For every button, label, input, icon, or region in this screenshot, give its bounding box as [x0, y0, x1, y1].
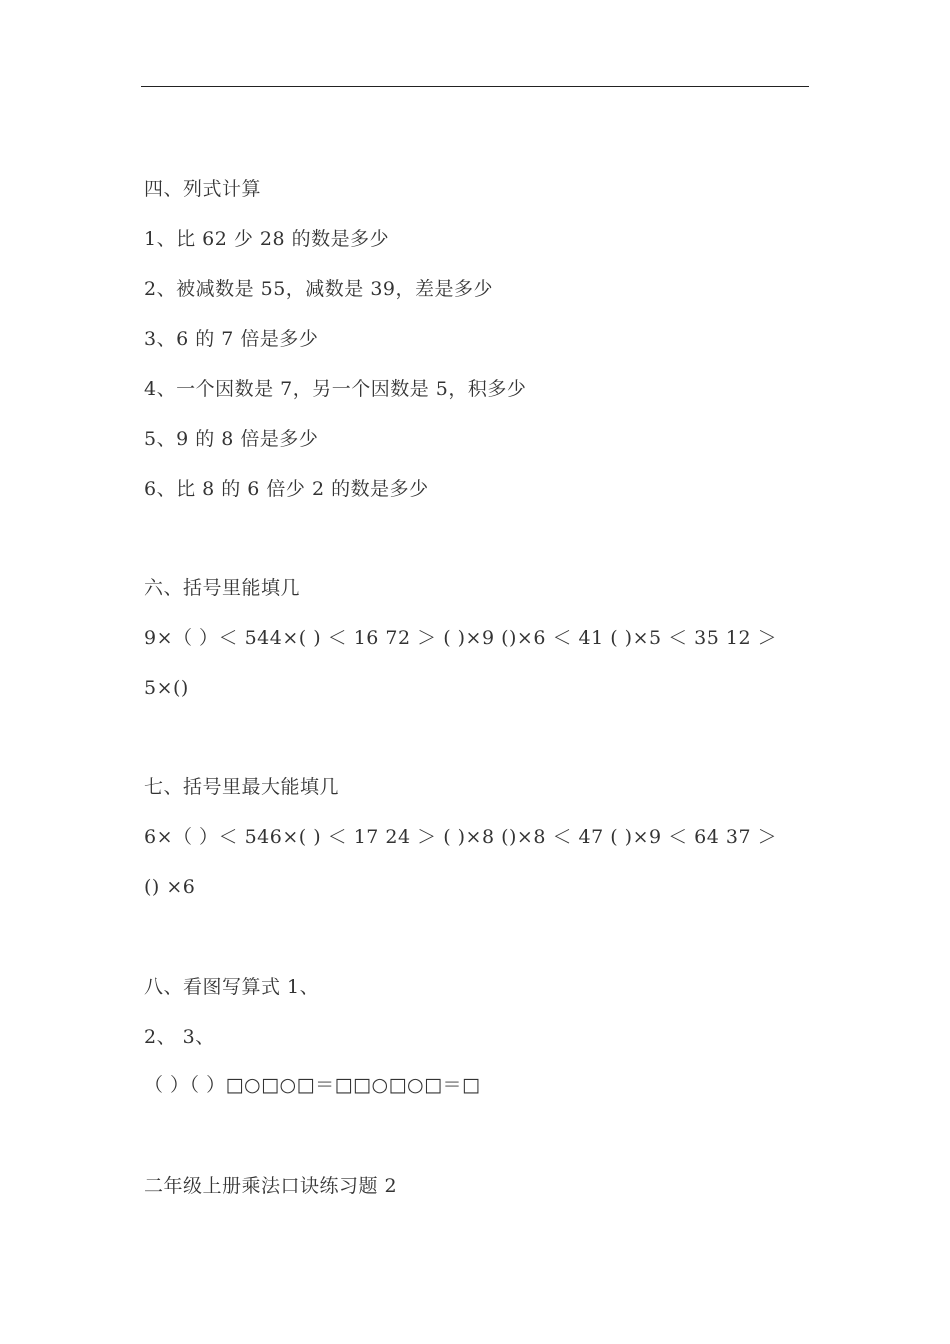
section-8-heading: 八、看图写算式 1、 — [144, 976, 320, 998]
section-6-line-1: 9×（ ）＜ 544×( ) ＜ 16 72 ＞ ( )×9 ()×6 ＜ 41 ( )×5 ＜ 35 12 ＞ — [144, 627, 778, 649]
section-6-heading: 六、括号里能填几 — [144, 577, 301, 599]
footer-title: 二年级上册乘法口诀练习题 2 — [144, 1175, 398, 1197]
section-8-line-1: 2、 3、 — [144, 1026, 215, 1048]
section-4-item-2: 2、被减数是 55，减数是 39，差是多少 — [144, 278, 494, 300]
section-4-item-5: 5、9 的 8 倍是多少 — [144, 428, 319, 450]
section-6-line-2: 5×() — [144, 677, 189, 699]
section-4-item-4: 4、一个因数是 7，另一个因数是 5，积多少 — [144, 378, 527, 400]
section-4-item-6: 6、比 8 的 6 倍少 2 的数是多少 — [144, 478, 429, 500]
section-7-heading: 七、括号里最大能填几 — [144, 776, 340, 798]
header-rule — [141, 86, 809, 87]
section-7-line-1: 6×（ ）＜ 546×( ) ＜ 17 24 ＞ ( )×8 ()×8 ＜ 47 ( )×9 ＜ 64 37 ＞ — [144, 826, 778, 848]
section-4-item-1: 1、比 62 少 28 的数是多少 — [144, 228, 390, 250]
section-4-heading: 四、列式计算 — [144, 178, 262, 200]
section-7-line-2: () ×6 — [144, 876, 196, 898]
section-4-item-3: 3、6 的 7 倍是多少 — [144, 328, 319, 350]
section-8-line-2: （ ）（ ）□○□○□＝□□○□○□＝□ — [144, 1074, 481, 1096]
